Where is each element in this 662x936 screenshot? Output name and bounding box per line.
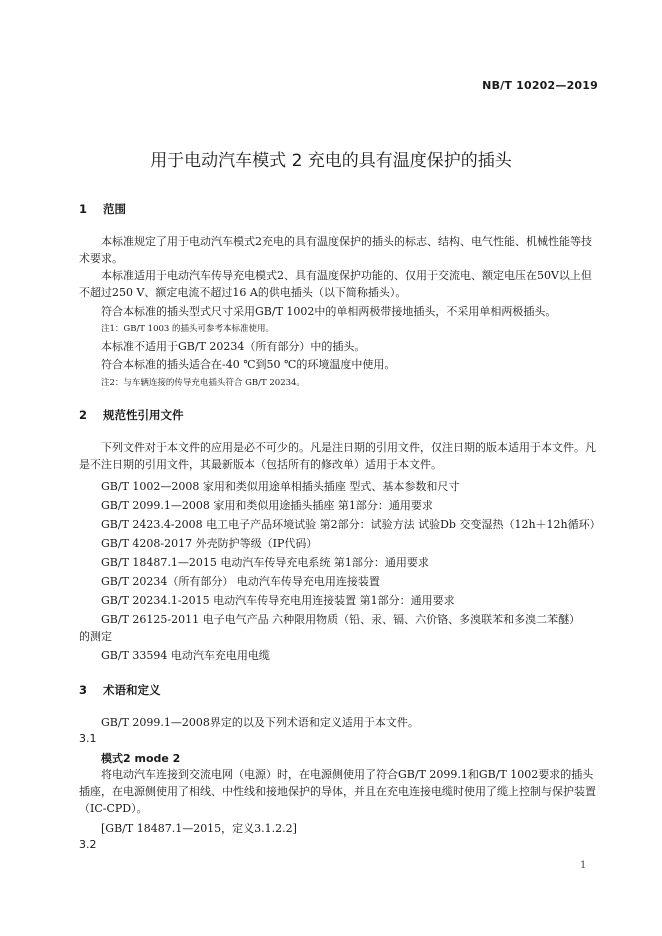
reference-item: GB/T 20234.1-2015 电动汽车传导充电用连接装置 第1部分：通用要求: [101, 594, 455, 607]
reference-item: GB/T 4208-2017 外壳防护等级（IP代码）: [101, 537, 318, 550]
note-1: 注1：GB/T 1003 的插头可参考本标准使用。: [101, 324, 275, 334]
term-source: [GB/T 18487.1—2015，定义3.1.2.2]: [101, 822, 297, 835]
reference-item: GB/T 26125-2011 电子电气产品 六种限用物质（铅、汞、镉、六价铬、多溴联苯和多溴二苯醚）: [101, 613, 581, 626]
section-number: 3: [79, 683, 88, 697]
scope-paragraph-5: 符合本标准的插头适合在-40 ℃到50 ℃的环境温度中使用。: [101, 358, 396, 371]
clause-number-3-1: 3.1: [79, 732, 97, 745]
clause-number-3-2: 3.2: [79, 838, 97, 851]
document-title: 用于电动汽车模式 2 充电的具有温度保护的插头: [150, 151, 512, 171]
section-title: 范围: [103, 202, 127, 216]
reference-item: GB/T 18487.1—2015 电动汽车传导充电系统 第1部分：通用要求: [101, 556, 429, 569]
references-intro: 下列文件对于本文件的应用是必不可少的。凡是注日期的引用文件，仅注日期的版本适用于本文件。凡是不注日期的引用文件，其最新版本（包括所有的修改单）适用于本文件。: [79, 441, 596, 471]
section-number: 1: [79, 202, 88, 216]
reference-item: GB/T 2099.1—2008 家用和类似用途插头插座 第1部分：通用要求: [101, 499, 433, 512]
reference-item-continuation: 的测定: [79, 630, 112, 643]
scope-paragraph-4: 本标准不适用于GB/T 20234（所有部分）中的插头。: [101, 340, 366, 353]
reference-item: GB/T 33594 电动汽车充电用电缆: [101, 649, 270, 662]
note-2: 注2：与车辆连接的传导充电插头符合 GB/T 20234。: [101, 378, 305, 388]
section-3-heading: [79, 682, 161, 698]
section-title: 术语和定义: [103, 683, 161, 697]
page-number: 1: [580, 860, 587, 871]
scope-paragraph-3: 符合本标准的插头型式尺寸采用GB/T 1002中的单相两极带接地插头，不采用单相两极插头。: [101, 305, 557, 318]
section-title: 规范性引用文件: [103, 408, 184, 422]
reference-item: GB/T 2423.4-2008 电工电子产品环境试验 第2部分：试验方法 试验Db 交变湿热（12h＋12h循环）: [101, 518, 601, 531]
scope-paragraph-1: 本标准规定了用于电动汽车模式2充电的具有温度保护的插头的标志、结构、电气性能、机械性能等技术要求。: [79, 235, 592, 265]
section-2-heading: [79, 407, 184, 423]
term-definition: 将电动汽车连接到交流电网（电源）时，在电源侧使用了符合GB/T 2099.1和GB/T 1002要求的插头插座，在电源侧使用了相线、中性线和接地保护的导体，并且在充电连接电缆时使用了缆上控制与保护装置（IC-CPD）。: [79, 768, 596, 815]
terms-intro: GB/T 2099.1—2008界定的以及下列术语和定义适用于本文件。: [101, 716, 419, 729]
standard-number-header: NB/T 10202—2019: [482, 79, 598, 92]
term-mode-2: 模式2 mode 2: [101, 752, 181, 765]
scope-paragraph-2: 本标准适用于电动汽车传导充电模式2、具有温度保护功能的、仅用于交流电、额定电压在50V以上但不超过250 V、额定电流不超过16 A的供电插头（以下简称插头）。: [79, 269, 592, 299]
section-number: 2: [79, 408, 88, 422]
reference-item: GB/T 1002—2008 家用和类似用途单相插头插座 型式、基本参数和尺寸: [101, 480, 460, 493]
reference-item: GB/T 20234（所有部分） 电动汽车传导充电用连接装置: [101, 575, 380, 588]
section-1-heading: [79, 201, 126, 217]
